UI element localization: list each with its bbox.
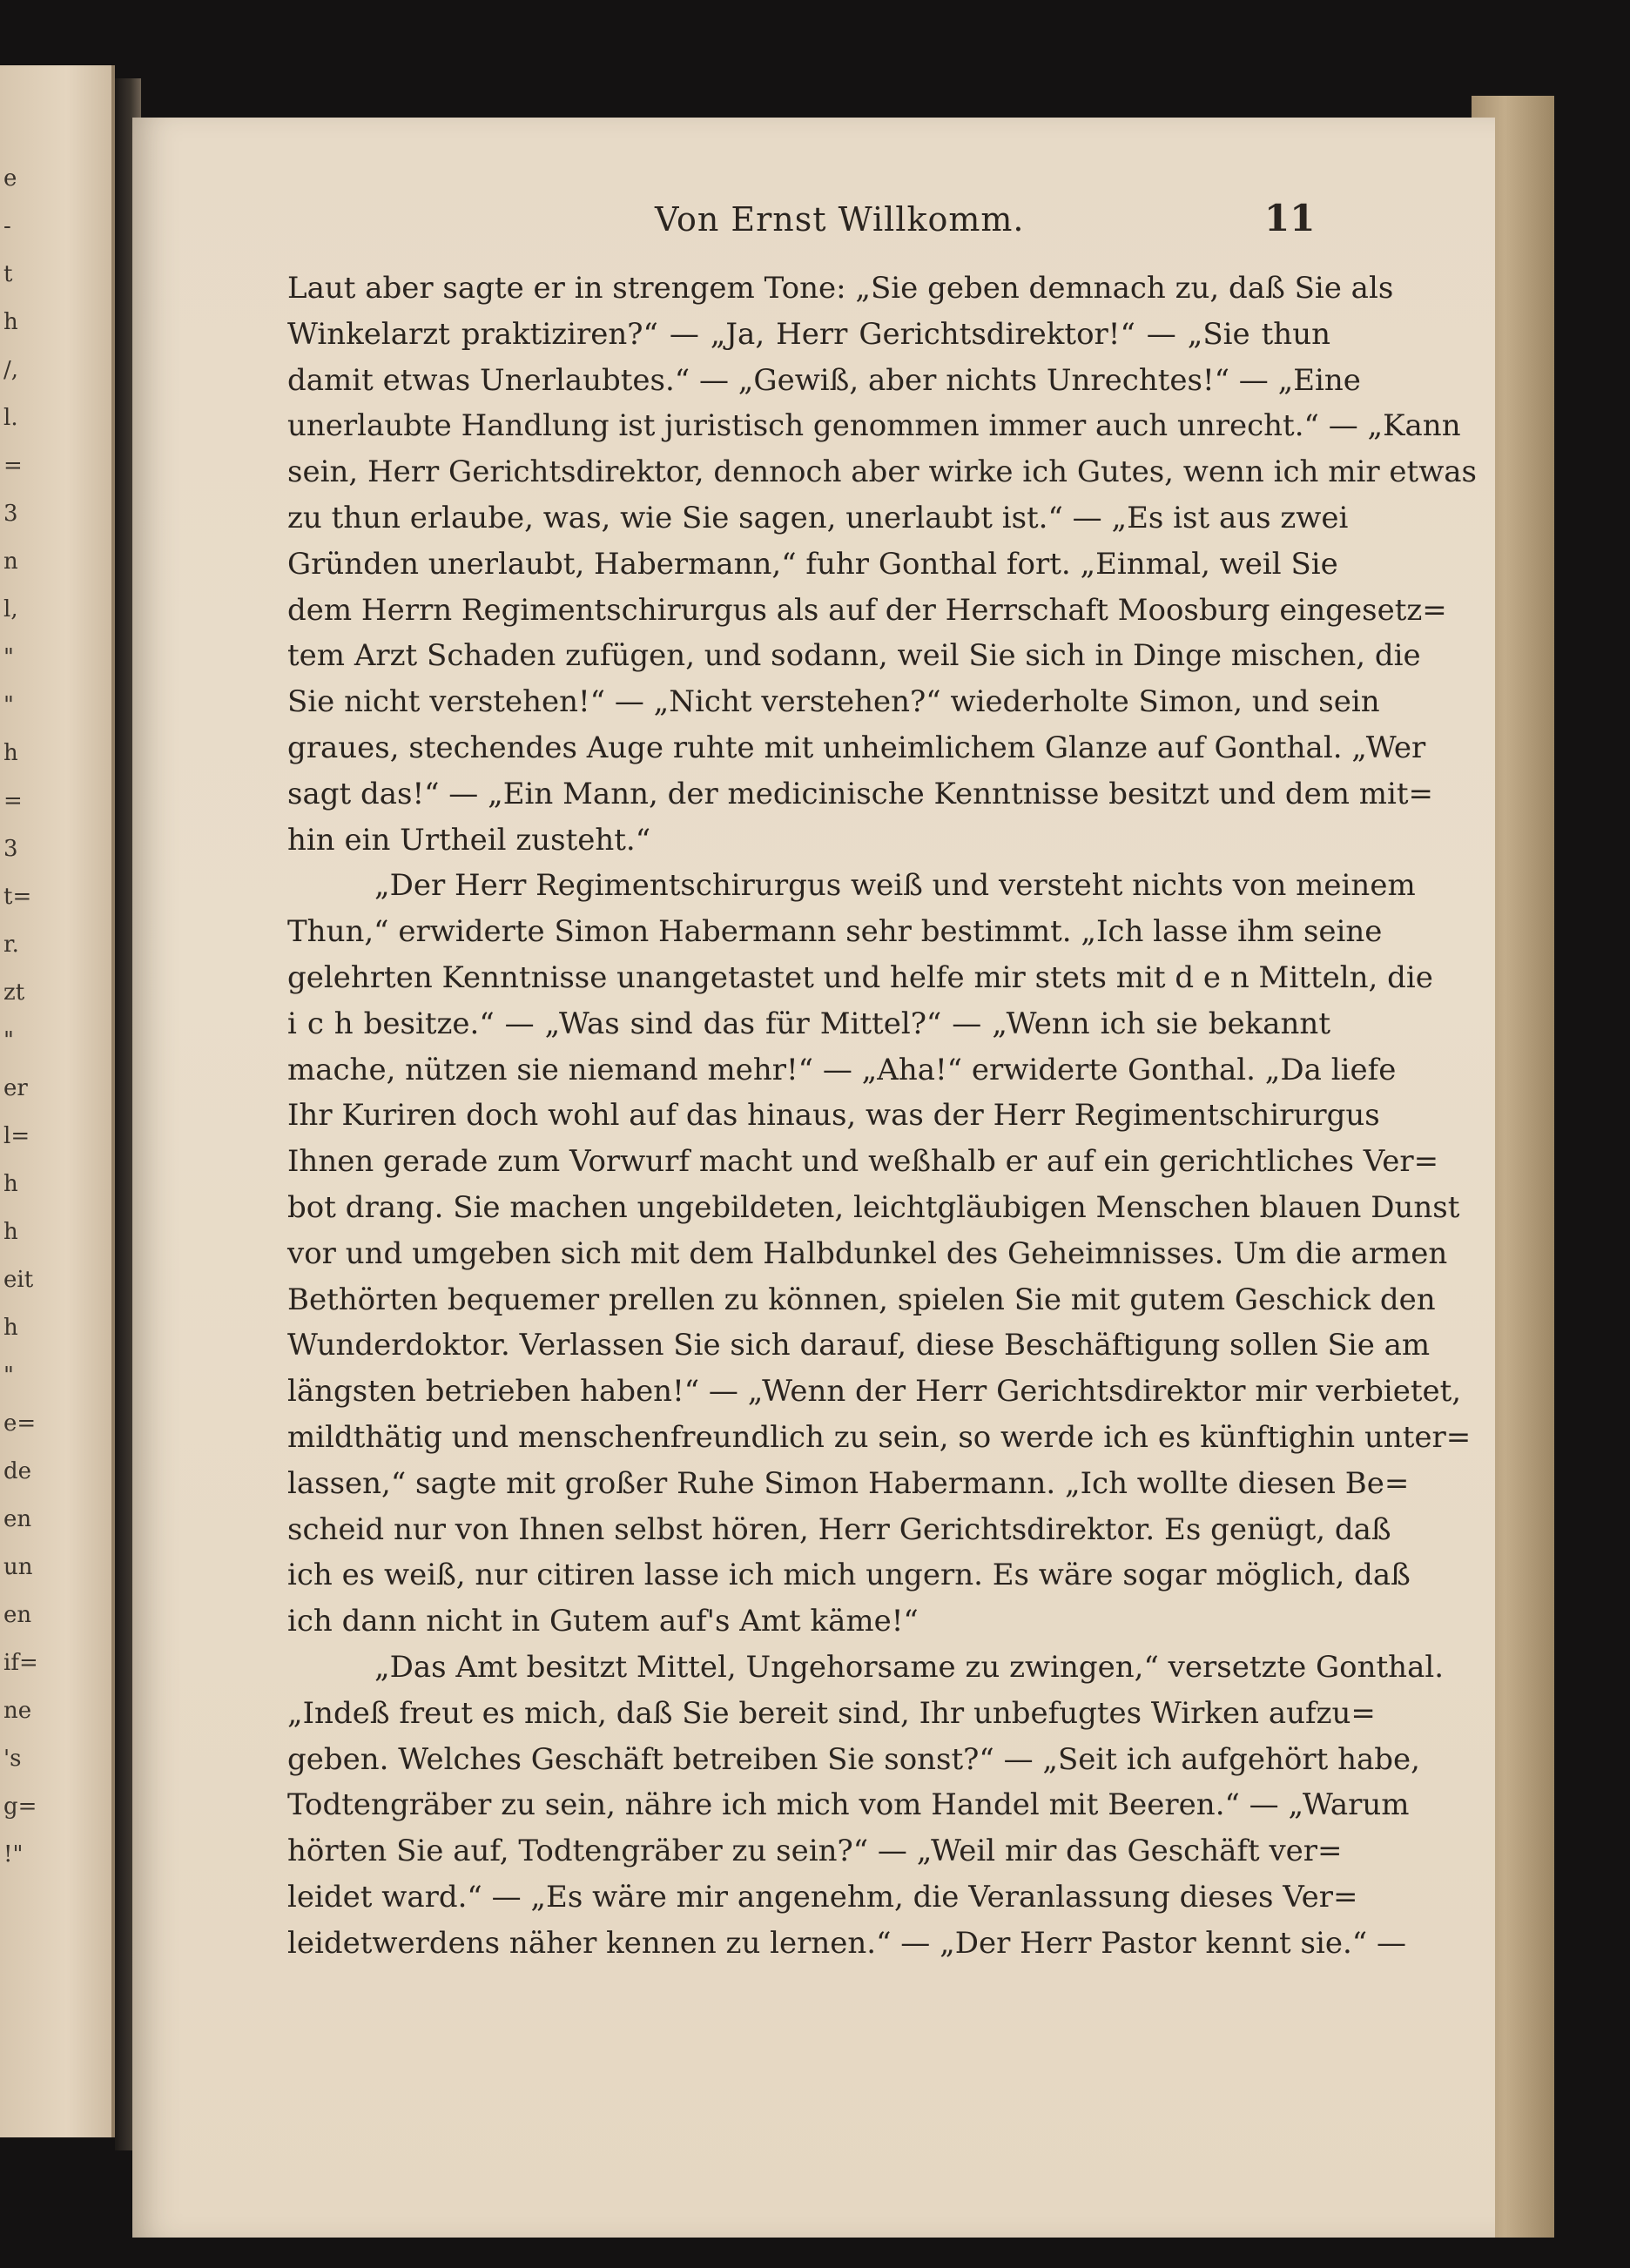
left-page-fragment: g= [3,1794,37,1820]
left-page-fragment: er [3,1075,28,1101]
left-page-fragment: h [3,1171,18,1197]
left-page-fragment: !" [3,1841,24,1868]
text-line: hörten Sie auf, Todtengräber zu sein?“ — „Weil mir das Geschäft ver= [287,1834,1343,1869]
text-line: Thun,“ erwiderte Simon Habermann sehr bestimmt. „Ich lasse ihm seine [287,914,1383,950]
text-line: Winkelarzt praktiziren?“ — „Ja, Herr Gerichtsdirektor!“ — „Sie thun [287,316,1330,352]
left-page-fragment: e [3,165,17,192]
left-page-fragment: h [3,1219,18,1245]
left-page [0,65,115,2137]
text-line: Bethörten bequemer prellen zu können, spielen Sie mit gutem Geschick den [287,1282,1436,1317]
left-page-fragment: en [3,1506,32,1532]
text-line: gelehrten Kenntnisse unangetastet und helfe mir stets mit d e n Mitteln, die [287,959,1433,995]
left-page-fragment: l, [3,596,18,623]
text-line: graues, stechendes Auge ruhte mit unheimlichem Glanze auf Gonthal. „Wer [287,730,1426,765]
left-page-fragment: - [3,213,11,239]
text-line: leidet ward.“ — „Es wäre mir angenehm, die Veranlassung dieses Ver= [287,1879,1358,1915]
text-line: Todtengräber zu sein, nähre ich mich vom Handel mit Beeren.“ — „Warum [287,1787,1410,1823]
left-page-fragment: if= [3,1650,38,1676]
left-page-fragment: zt [3,979,25,1006]
text-line: scheid nur von Ihnen selbst hören, Herr Gerichtsdirektor. Es genügt, daß [287,1511,1391,1547]
text-line: bot drang. Sie machen ungebildeten, leichtgläubigen Menschen blauen Dunst [287,1189,1460,1225]
left-page-fragment: h [3,309,18,335]
text-line: unerlaubte Handlung ist juristisch genommen immer auch unrecht.“ — „Kann [287,408,1461,444]
left-page-fragment: e= [3,1410,37,1437]
book-page [132,118,1495,2238]
text-line: sein, Herr Gerichtsdirektor, dennoch aber wirke ich Gutes, wenn ich mir etwas [287,454,1478,490]
left-page-fragment: " [3,692,14,718]
text-line: vor und umgeben sich mit dem Halbdunkel des Geheimnisses. Um die armen [287,1235,1448,1271]
text-line: Laut aber sagte er in strengem Tone: „Sie geben demnach zu, daß Sie als [287,271,1394,306]
text-line: i c h besitze.“ — „Was sind das für Mittel?“ — „Wenn ich sie bekannt [287,1006,1330,1041]
text-line: leidetwerdens näher kennen zu lernen.“ — „Der Herr Pastor kennt sie.“ — [287,1925,1406,1961]
text-line: lassen,“ sagte mit großer Ruhe Simon Habermann. „Ich wollte diesen Be= [287,1465,1410,1501]
left-page-fragment: h [3,1315,18,1341]
page-number: 11 [1264,197,1316,239]
text-line: sagt das!“ — „Ein Mann, der medicinische Kenntnisse besitzt und dem mit= [287,776,1434,811]
left-page-fragment: l. [3,405,18,431]
left-page-fragment: en [3,1602,32,1628]
left-page-fragment: " [3,644,14,670]
text-line: „Das Amt besitzt Mittel, Ungehorsame zu zwingen,“ versetzte Gonthal. [374,1649,1445,1685]
text-line: „Der Herr Regimentschirurgus weiß und versteht nichts von meinem [374,868,1416,904]
text-line: hin ein Urtheil zusteht.“ [287,822,651,858]
text-line: mildthätig und menschenfreundlich zu sein, so werde ich es künftighin unter= [287,1419,1472,1455]
text-line: längsten betrieben haben!“ — „Wenn der Herr Gerichtsdirektor mir verbietet, [287,1374,1462,1410]
running-head: Von Ernst Willkomm. [655,200,1025,239]
text-line: Ihnen gerade zum Vorwurf macht und weßhalb er auf ein gerichtliches Ver= [287,1144,1439,1180]
text-line: tem Arzt Schaden zufügen, und sodann, weil Sie sich in Dinge mischen, die [287,638,1421,674]
left-page-fragment: eit [3,1267,34,1293]
text-line: zu thun erlaube, was, wie Sie sagen, unerlaubt ist.“ — „Es ist aus zwei [287,500,1349,535]
text-line: mache, nützen sie niemand mehr!“ — „Aha!“ erwiderte Gonthal. „Da liefe [287,1052,1397,1087]
left-page-fragment: n [3,548,18,575]
left-page-fragment: h [3,740,18,766]
left-page-fragment: t [3,261,13,287]
left-page-fragment: /, [3,357,19,383]
text-line: damit etwas Unerlaubtes.“ — „Gewiß, aber nichts Unrechtes!“ — „Eine [287,362,1361,398]
left-page-fragment: un [3,1554,33,1580]
left-page-fragment: ne [3,1698,32,1724]
page-header [132,197,1495,252]
left-page-fragment: = [3,453,23,479]
text-line: „Indeß freut es mich, daß Sie bereit sind, Ihr unbefugtes Wirken aufzu= [287,1695,1376,1731]
text-line: dem Herrn Regimentschirurgus als auf der Herrschaft Moosburg eingesetz= [287,592,1447,628]
text-line: Wunderdoktor. Verlassen Sie sich darauf, diese Beschäftigung sollen Sie am [287,1328,1431,1363]
left-page-fragment: = [3,788,23,814]
text-line: ich es weiß, nur citiren lasse ich mich ungern. Es wäre sogar möglich, daß [287,1558,1411,1593]
left-page-fragment: t= [3,884,32,910]
text-line: ich dann nicht in Gutem auf's Amt käme!“ [287,1604,919,1639]
left-page-fragment: " [3,1027,14,1053]
left-page-fragment: 3 [3,836,18,862]
left-page-fragment: 's [3,1746,22,1772]
left-page-fragment: " [3,1363,14,1389]
left-page-fragment: 3 [3,501,18,527]
text-line: Gründen unerlaubt, Habermann,“ fuhr Gonthal fort. „Einmal, weil Sie [287,546,1338,582]
left-page-fragment: r. [3,932,19,958]
text-line: Sie nicht verstehen!“ — „Nicht verstehen?“ wiederholte Simon, und sein [287,684,1380,720]
text-block [287,266,1478,1966]
left-page-fragment: l= [3,1123,30,1149]
text-line: geben. Welches Geschäft betreiben Sie sonst?“ — „Seit ich aufgehört habe, [287,1741,1420,1777]
text-line: Ihr Kuriren doch wohl auf das hinaus, was der Herr Regimentschirurgus [287,1098,1380,1134]
left-page-fragment: de [3,1458,32,1484]
